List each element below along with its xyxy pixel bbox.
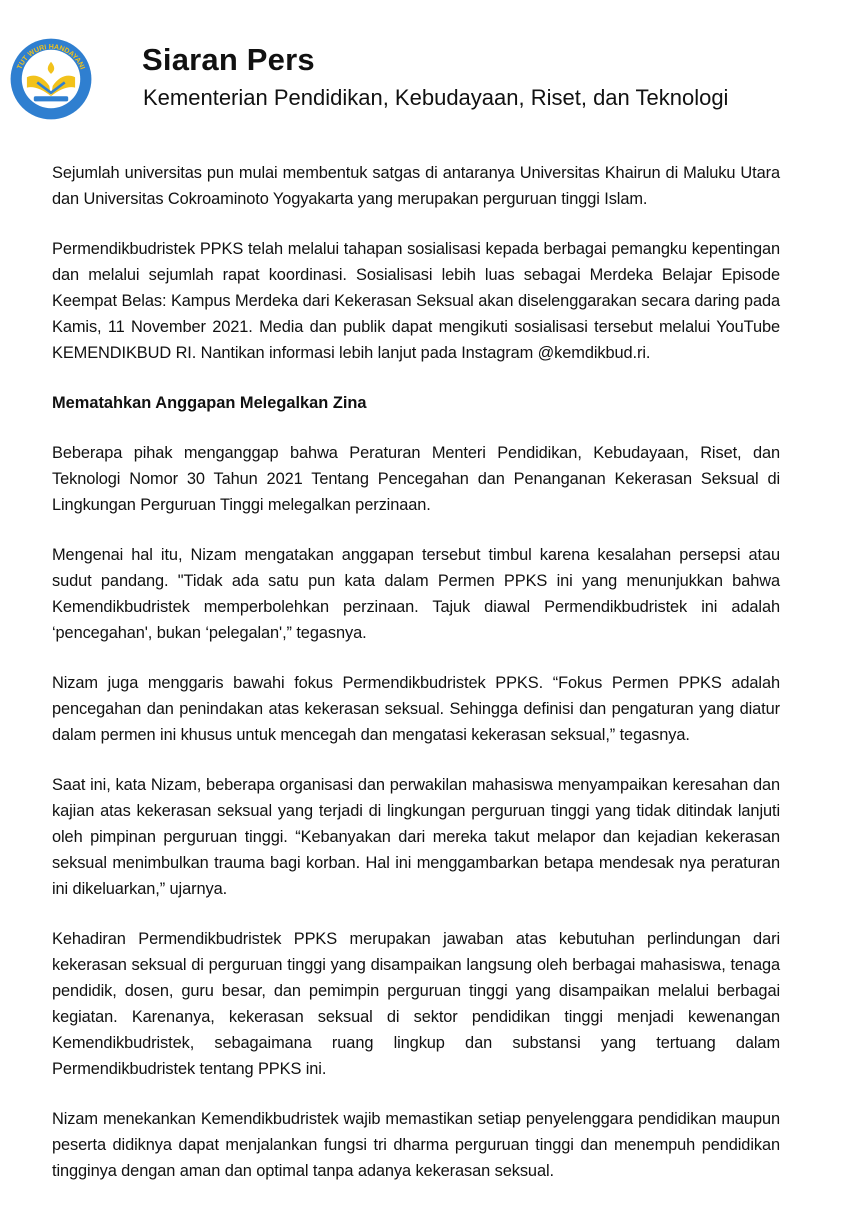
body-paragraph: Mengenai hal itu, Nizam mengatakan anggapan tersebut timbul karena kesalahan persepsi atau sudut pandang. "Tidak ada satu pun kata dalam Permen PPKS ini yang menunjukkan bahwa Kemendikbudristek memperbolehkan perzinaan. Tajuk diawal Permendikbudristek ini adalah ‘pencegahan', bukan ‘pelegalan',” tegasnya.: [52, 546, 780, 642]
logo-motto-text: TUT WURI HANDAYANI: [16, 43, 86, 71]
body-paragraph: Beberapa pihak menganggap bahwa Peraturan Menteri Pendidikan, Kebudayaan, Riset, dan Teknologi Nomor 30 Tahun 2021 Tentang Pencegahan dan Penanganan Kekerasan Seksual di Lingkungan Perguruan Tinggi melegalkan perzinaan.: [52, 444, 780, 514]
page-subtitle: Kementerian Pendidikan, Kebudayaan, Riset, dan Teknologi: [143, 85, 729, 110]
section-heading: Mematahkan Anggapan Melegalkan Zina: [52, 394, 367, 412]
press-release-body: [52, 160, 780, 1208]
body-paragraph: Saat ini, kata Nizam, beberapa organisasi dan perwakilan mahasiswa menyampaikan keresahan dan kajian atas kekerasan seksual yang terjadi di lingkungan perguruan tinggi yang tidak ditindak lanjuti oleh pimpinan perguruan tinggi. “Kebanyakan dari mereka takut melapor dan kejadian kekerasan seksual menimbulkan trauma bagi korban. Hal ini menggambarkan betapa mendesak nya peraturan ini dikeluarkan,” ujarnya.: [52, 776, 780, 898]
body-paragraph: Nizam menekankan Kemendikbudristek wajib memastikan setiap penyelenggara pendidikan maupun peserta didiknya dapat menjalankan fungsi tri dharma perguruan tinggi dan menempuh pendidikan tingginya dengan aman dan optimal tanpa adanya kekerasan seksual.: [52, 1110, 780, 1180]
body-paragraph: Sejumlah universitas pun mulai membentuk satgas di antaranya Universitas Khairun di Maluku Utara dan Universitas Cokroaminoto Yogyakarta yang merupakan perguruan tinggi Islam.: [52, 164, 780, 208]
body-paragraph: Nizam juga menggaris bawahi fokus Permendikbudristek PPKS. “Fokus Permen PPKS adalah pencegahan dan penindakan atas kekerasan seksual. Sehingga definisi dan pengaturan yang diatur dalam permen ini khusus untuk mencegah dan mengatasi kekerasan seksual,” tegasnya.: [52, 674, 780, 744]
logo-book-shape: [34, 96, 68, 101]
header: [0, 0, 841, 130]
page-title: Siaran Pers: [142, 42, 315, 77]
body-paragraph: Kehadiran Permendikbudristek PPKS merupakan jawaban atas kebutuhan perlindungan dari kekerasan seksual di perguruan tinggi yang disampaikan langsung oleh berbagai mahasiswa, tenaga pendidik, dosen, guru besar, dan pemimpin perguruan tinggi yang disampaikan melalui berbagai kegiatan. Karenanya, kekerasan seksual di sektor pendidikan tinggi menjadi kewenangan Kemendikbudristek, sebagaimana ruang lingkup dan substansi yang tertuang dalam Permendikbudristek tentang PPKS ini.: [52, 930, 780, 1078]
tut-wuri-handayani-logo-icon: [8, 36, 94, 122]
body-paragraph: Permendikbudristek PPKS telah melalui tahapan sosialisasi kepada berbagai pemangku kepentingan dan melalui sejumlah rapat koordinasi. Sosialisasi lebih luas sebagai Merdeka Belajar Episode Keempat Belas: Kampus Merdeka dari Kekerasan Seksual akan diselenggarakan secara daring pada Kamis, 11 November 2021. Media dan publik dapat mengikuti sosialisasi tersebut melalui YouTube KEMENDIKBUD RI. Nantikan informasi lebih lanjut pada Instagram @kemdikbud.ri.: [52, 240, 780, 362]
